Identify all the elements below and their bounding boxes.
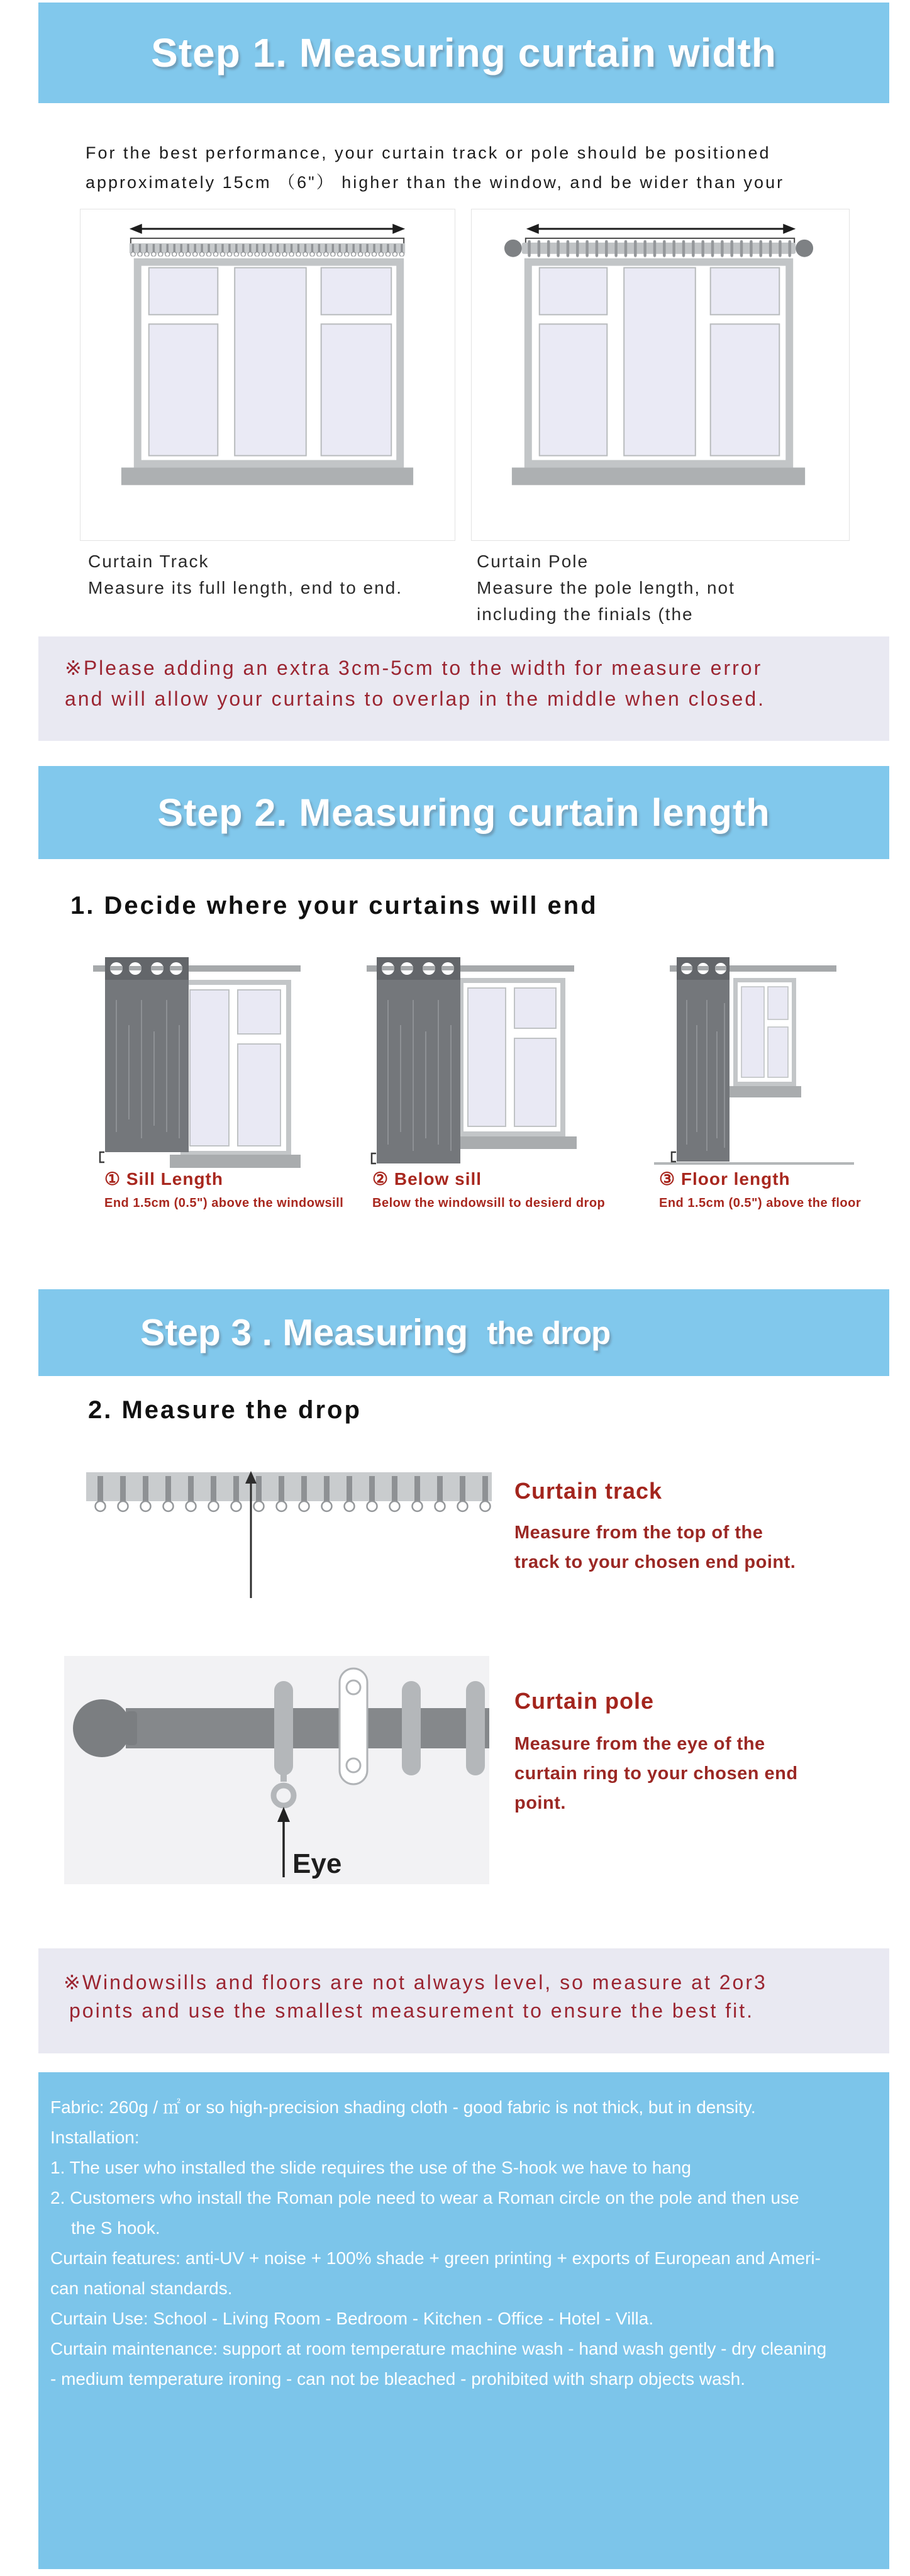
windowsill bbox=[512, 467, 805, 485]
wall-bracket bbox=[340, 1668, 367, 1784]
track-drop-diagram bbox=[86, 1468, 492, 1602]
curtain-ring bbox=[466, 1681, 485, 1775]
below-sill-desc: Below the windowsill to desierd drop bbox=[372, 1196, 606, 1210]
curtain-pole-diagram bbox=[472, 209, 849, 540]
below-sill-diagram bbox=[362, 943, 582, 1168]
level-note bbox=[38, 1948, 889, 2053]
width-arrow-icon bbox=[526, 224, 796, 234]
step2-banner-title: Step 2. Measuring curtain length bbox=[157, 791, 770, 834]
floor-length-caption: ③ Floor length bbox=[659, 1169, 791, 1189]
floor-length-desc: End 1.5cm (0.5") above the floor bbox=[659, 1196, 862, 1210]
info-install-2: 2. Customers who install the Roman pole need to wear a Roman circle on the pole and then use bbox=[50, 2188, 799, 2207]
info-install-2b: the S hook. bbox=[71, 2218, 160, 2238]
ring-eye bbox=[274, 1785, 294, 1806]
curtain-pole-caption bbox=[477, 548, 735, 628]
window-illustration bbox=[733, 978, 796, 1086]
curtain-pole-caption-desc2: including the finials (the bbox=[477, 604, 694, 624]
curtain-illustration bbox=[105, 957, 189, 1152]
window-illustration bbox=[512, 258, 805, 486]
windowsill bbox=[170, 1155, 301, 1168]
curtain-pole-bar bbox=[126, 1708, 489, 1748]
width-note bbox=[38, 636, 889, 741]
width-note-line1: ※Please adding an extra 3cm-5cm to the width for measure error bbox=[65, 657, 763, 679]
width-arrow-icon bbox=[130, 224, 405, 234]
measure-mark-icon bbox=[372, 1153, 376, 1163]
curtain-illustration bbox=[677, 957, 730, 1162]
info-installation: Installation: bbox=[50, 2128, 140, 2147]
step2-heading: 1. Decide where your curtains will end bbox=[70, 892, 598, 919]
curtain-track-diagram bbox=[80, 209, 455, 540]
step3-banner bbox=[38, 1289, 889, 1376]
track-drop-title: Curtain track bbox=[514, 1478, 663, 1504]
width-note-line2: and will allow your curtains to overlap in the middle when closed. bbox=[65, 687, 766, 710]
pole-drop-diagram bbox=[64, 1656, 489, 1884]
window-illustration bbox=[121, 258, 413, 486]
windowsill bbox=[447, 1136, 577, 1149]
measure-mark-icon bbox=[672, 1152, 676, 1162]
grommets bbox=[681, 963, 726, 974]
track-drop-desc: Measure from the top of the track to your chosen end point. bbox=[514, 1523, 796, 1572]
info-features: Curtain features: anti-UV + noise + 100% shade + green printing + exports of European and Ameri- bbox=[50, 2248, 821, 2268]
windowsill bbox=[121, 467, 413, 485]
info-use: Curtain Use: School - Living Room - Bedroom - Kitchen - Office - Hotel - Villa. bbox=[50, 2309, 654, 2328]
info-maintenance: Curtain maintenance: support at room temperature machine wash - hand wash gently - dry cleaning bbox=[50, 2339, 827, 2358]
curtain-track-diagram-box bbox=[80, 209, 455, 541]
floor-length-diagram bbox=[654, 943, 862, 1168]
step1-intro bbox=[86, 138, 784, 197]
curtain-pole-caption-desc1: Measure the pole length, not bbox=[477, 578, 735, 597]
below-sill-caption: ② Below sill bbox=[372, 1169, 482, 1189]
window-illustration bbox=[458, 978, 565, 1136]
step1-banner bbox=[38, 3, 889, 103]
curtain-pole-illustration bbox=[504, 240, 813, 258]
curtain-ring bbox=[274, 1681, 293, 1775]
step3-heading: 2. Measure the drop bbox=[88, 1396, 362, 1424]
info-features-2: can national standards. bbox=[50, 2279, 233, 2298]
window-illustration bbox=[180, 980, 291, 1156]
curtain-track-caption-title: Curtain Track bbox=[88, 552, 209, 571]
step1-intro-line2: approximately 15cm （6"） higher than the window, and be wider than your bbox=[86, 173, 785, 192]
curtain-track-caption bbox=[88, 548, 402, 601]
eye-label: Eye bbox=[292, 1848, 342, 1879]
curtain-track-caption-desc: Measure its full length, end to end. bbox=[88, 578, 403, 597]
measure-mark-icon bbox=[100, 1152, 104, 1162]
sill-length-caption: ① Sill Length bbox=[104, 1169, 223, 1189]
sill-length-desc: End 1.5cm (0.5") above the windowsill bbox=[104, 1196, 344, 1210]
info-maintenance-2: - medium temperature ironing - can not be bleached - prohibited with sharp objects wash. bbox=[50, 2369, 746, 2389]
windowsill bbox=[726, 1086, 801, 1097]
product-info-panel bbox=[38, 2072, 889, 2569]
curtain-pole-diagram-box bbox=[471, 209, 850, 541]
step1-intro-line1: For the best performance, your curtain track or pole should be positioned bbox=[86, 143, 771, 162]
step1-banner-title: Step 1. Measuring curtain width bbox=[151, 30, 777, 75]
floor-line bbox=[654, 1162, 854, 1165]
step2-banner bbox=[38, 766, 889, 859]
sill-length-diagram bbox=[88, 943, 308, 1168]
curtain-track-illustration bbox=[130, 243, 405, 257]
step3-banner-subtitle: the drop bbox=[487, 1314, 611, 1351]
level-note-line2: points and use the smallest measurement to ensure the best fit. bbox=[69, 1999, 755, 2022]
pole-finial-right bbox=[796, 240, 813, 257]
curtain-pole-caption-title: Curtain Pole bbox=[477, 552, 589, 571]
pole-drop-title: Curtain pole bbox=[514, 1688, 655, 1714]
level-note-line1: ※Windowsills and floors are not always level, so measure at 2or3 bbox=[64, 1971, 767, 1994]
step3-banner-title: Step 3 . Measuring bbox=[140, 1312, 469, 1353]
pole-drop-desc: Measure from the eye of the curtain ring to your chosen end point. bbox=[514, 1734, 798, 1813]
curtain-illustration bbox=[377, 957, 460, 1163]
curtain-ring bbox=[402, 1681, 421, 1775]
info-fabric: Fabric: 260g / ㎡ or so high-precision shading cloth - good fabric is not thick, but in density. bbox=[50, 2097, 756, 2117]
pole-finial bbox=[73, 1699, 131, 1757]
info-install-1: 1. The user who installed the slide requires the use of the S-hook we have to hang bbox=[50, 2158, 692, 2177]
pole-finial-left bbox=[504, 240, 522, 257]
